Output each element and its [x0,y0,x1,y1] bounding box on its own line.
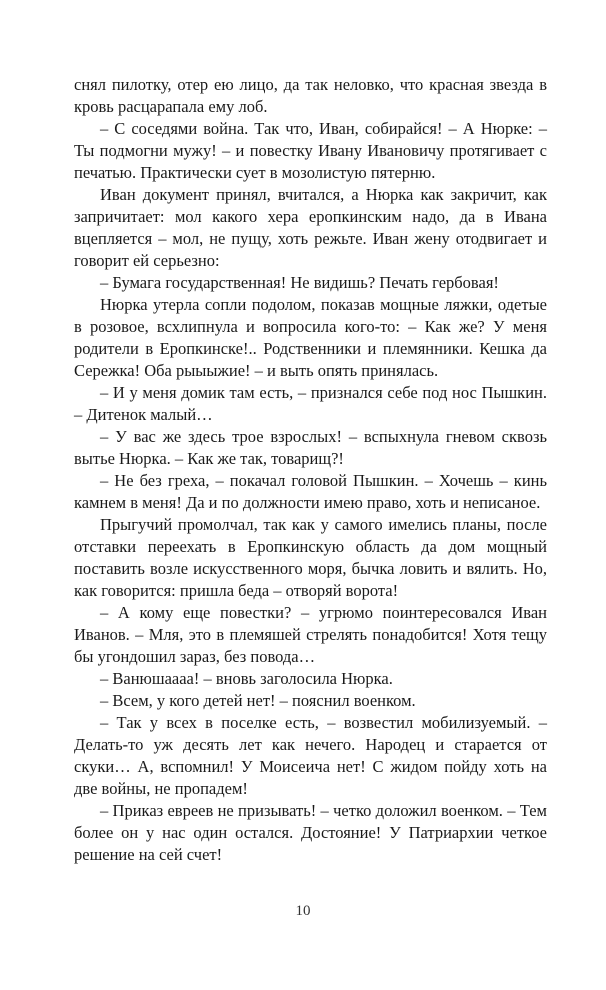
paragraph: – У вас же здесь трое взрослых! – вспыхнула гневом сквозь вытье Нюрка. – Как же так, товарищ?! [74,427,547,468]
paragraph: – А кому еще повестки? – угрюмо поинтересовался Иван Иванов. – Мля, это в племяшей стрелять понадобится! Хотя тещу бы угондошил зараз, без повода… [74,603,547,666]
paragraph: снял пилотку, отер ею лицо, да так неловко, что красная звезда в кровь расцарапала ему лоб. [74,75,547,116]
paragraph: – С соседями война. Так что, Иван, собирайся! – А Нюрке: – Ты подмогни мужу! – и повестку Ивану Ивановичу протягивает с печатью. Практически сует в мозолистую пятерню. [74,119,547,182]
paragraph: – Не без греха, – покачал головой Пышкин. – Хочешь – кинь камнем в меня! Да и по должности имею право, хоть и неписаное. [74,471,547,512]
paragraph: – Ванюшаааа! – вновь заголосила Нюрка. [100,669,393,688]
page-text-body [74,74,547,866]
paragraph: – Всем, у кого детей нет! – пояснил военком. [100,691,416,710]
paragraph: – Так у всех в поселке есть, – возвестил мобилизуемый. – Делать-то уж десять лет как нечего. Народец и старается от скуки… А, вспомнил! У Моисеича нет! С жидом пойду хоть на две войны, не пропадем! [74,713,547,798]
paragraph: Прыгучий промолчал, так как у самого имелись планы, после отставки переехать в Еропкинскую область да дом мощный поставить возле искусственного моря, бычка ловить и вялить. Но, как говорится: пришла беда – отворяй ворота! [74,515,547,600]
paragraph: – Приказ евреев не призывать! – четко доложил военком. – Тем более он у нас один остался. Достояние! У Патриархии четкое решение на сей счет! [74,801,547,864]
page-number: 10 [295,903,311,919]
paragraph: – И у меня домик там есть, – признался себе под нос Пышкин. – Дитенок малый… [74,383,547,424]
paragraph: Нюрка утерла сопли подолом, показав мощные ляжки, одетые в розовое, всхлипнула и вопросила кого-то: – Как же? У меня родители в Еропкинске!.. Родственники и племянники. Кешка да Сережка! Оба рыыыжие! – и выть опять принялась. [74,295,547,380]
paragraph: Иван документ принял, вчитался, а Нюрка как закричит, как запричитает: мол какого хера еропкинским надо, да в Ивана вцепляется – мол, не пущу, хоть режьте. Иван жену отодвигает и говорит ей серьезно: [74,185,547,270]
paragraph: – Бумага государственная! Не видишь? Печать гербовая! [100,273,499,292]
